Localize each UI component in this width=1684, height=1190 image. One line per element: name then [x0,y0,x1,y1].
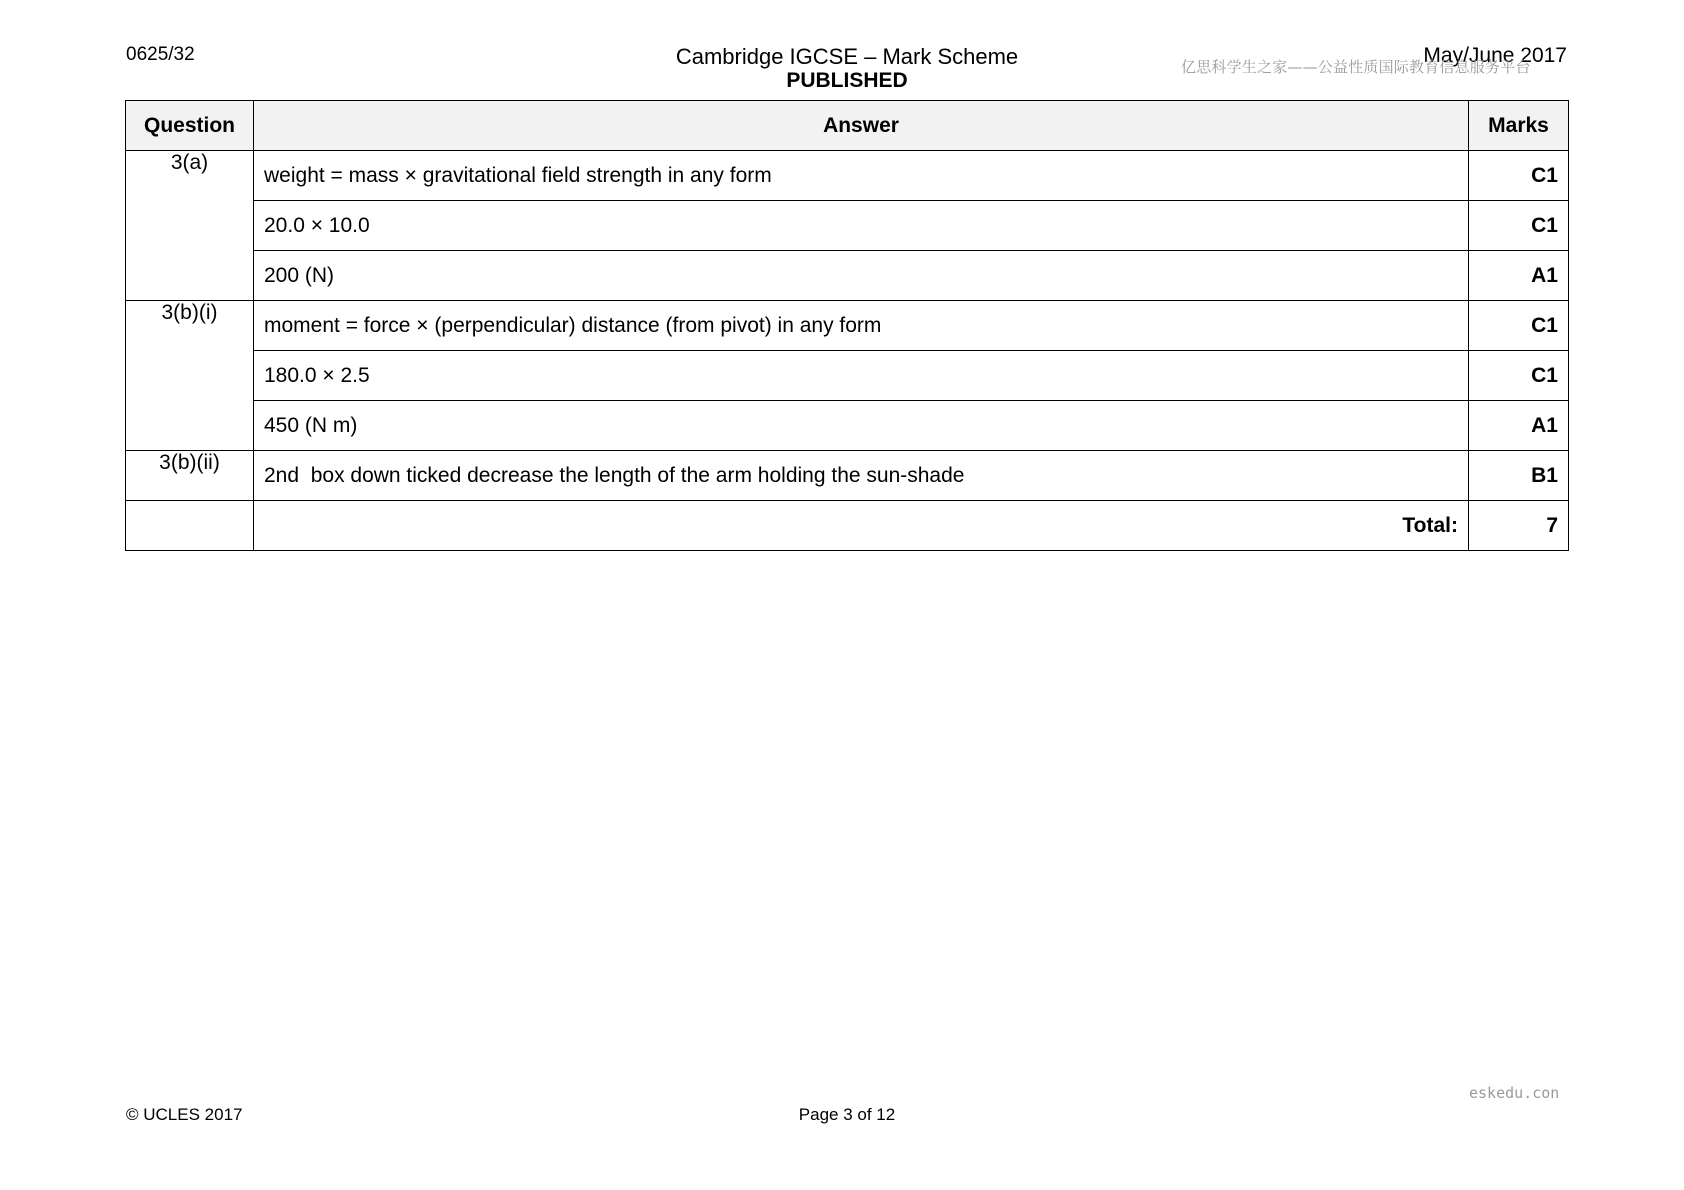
empty-cell [126,501,254,551]
table-row [126,301,1569,351]
column-header-marks: Marks [1469,101,1569,151]
question-number: 3(b)(ii) [126,451,254,501]
mark-cell: C1 [1469,301,1569,351]
table-row [126,451,1569,501]
mark-cell: A1 [1469,401,1569,451]
column-header-question: Question [126,101,254,151]
table-row [126,251,1569,301]
answer-cell: 200 (N) [254,251,1469,301]
mark-cell: A1 [1469,251,1569,301]
answer-cell: moment = force × (perpendicular) distance (from pivot) in any form [254,301,1469,351]
mark-cell: B1 [1469,451,1569,501]
total-label: Total: [254,501,1469,551]
document-title: Cambridge IGCSE – Mark Scheme [675,44,1019,69]
table-row [126,401,1569,451]
mark-cell: C1 [1469,151,1569,201]
column-header-answer: Answer [254,101,1469,151]
answer-cell: weight = mass × gravitational field strength in any form [254,151,1469,201]
total-value: 7 [1469,501,1569,551]
table-row [126,151,1569,201]
page-number: Page 3 of 12 [798,1105,896,1124]
answer-cell: 20.0 × 10.0 [254,201,1469,251]
exam-session: May/June 2017 [1423,44,1567,67]
table-header-row [126,101,1569,151]
mark-cell: C1 [1469,351,1569,401]
mark-cell: C1 [1469,201,1569,251]
footer-watermark: eskedu.con [1469,1084,1560,1102]
mark-scheme-table [125,100,1569,551]
published-label: PUBLISHED [786,69,908,92]
answer-cell: 450 (N m) [254,401,1469,451]
question-number: 3(a) [126,151,254,301]
watermark-text: 亿思科学生之家——公益性质国际教育信息服务平台 [1181,58,1531,76]
total-row [126,501,1569,551]
copyright-notice: © UCLES 2017 [126,1105,243,1124]
answer-cell: 2nd box down ticked decrease the length of the arm holding the sun-shade [254,451,1469,501]
question-number: 3(b)(i) [126,301,254,451]
table-row [126,201,1569,251]
paper-code: 0625/32 [126,44,195,65]
answer-cell: 180.0 × 2.5 [254,351,1469,401]
table-row [126,351,1569,401]
